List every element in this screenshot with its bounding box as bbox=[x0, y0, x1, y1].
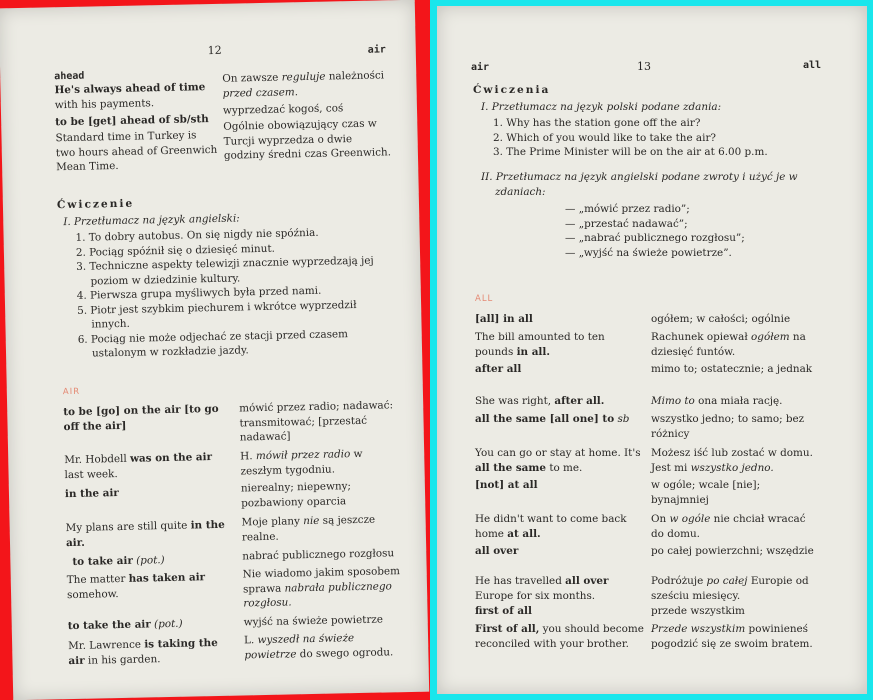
phrase-item: — „nabrać publicznego rozgłosu”; bbox=[565, 232, 745, 244]
entry-pl: wszystko jedno; to samo; bez różnicy bbox=[651, 413, 805, 440]
entry-en: He has travelled all over Europe for six months. bbox=[475, 575, 609, 602]
entry-pl: Mimo to ona miała rację. bbox=[651, 395, 783, 407]
entry-pl: Przede wszystkim powinieneś pogodzić się ze swoim bratem. bbox=[651, 623, 813, 650]
entry-en: all over bbox=[475, 545, 519, 557]
entry-pl: Rachunek opiewał ogółem na dziesięć funtów. bbox=[651, 331, 806, 358]
exercise-item: 3. Techniczne aspekty telewizji znacznie wyprzedzają jej poziom w dziedzinie kultury. bbox=[76, 254, 374, 288]
exercise-item: 2. Pociąg spóźnił się o dziesięć minut. bbox=[75, 242, 275, 259]
phrase-item: — „przestać nadawać”; bbox=[565, 217, 688, 230]
exercise-instruction: I. Przetłumacz na język polski podane zdania: bbox=[481, 101, 722, 113]
entry-pl: przede wszystkim bbox=[651, 605, 745, 617]
left-page-number: 12 bbox=[207, 43, 222, 58]
right-runhead-left: air bbox=[471, 62, 490, 73]
entry-pl: Możesz iść lub zostać w domu. Jest mi wszystko jedno. bbox=[651, 447, 813, 474]
entry-en: in the air bbox=[64, 487, 119, 501]
entry-en: The matter has taken air somehow. bbox=[66, 571, 206, 601]
exercise-item: 5. Piotr jest szybkim piechurem i wkrótce wyprzedził innych. bbox=[77, 298, 357, 331]
entry-en: Mr. Lawrence is taking the air in his garden. bbox=[68, 636, 218, 667]
exercise-item: 3. The Prime Minister will be on the air at 6.00 p.m. bbox=[493, 146, 768, 158]
entry-pl: mimo to; ostatecznie; a jednak bbox=[651, 363, 813, 375]
exercise-item: 1. Why has the station gone off the air? bbox=[493, 117, 701, 129]
phrase-item: — „wyjść na świeże powietrze”. bbox=[565, 246, 732, 259]
entry-en: all the same [all one] to sb bbox=[475, 413, 630, 425]
entry-en: The bill amounted to ten pounds in all. bbox=[475, 331, 605, 358]
entry-pl: Ogólnie obowiązujący czas w Turcji wyprzedza o dwie godziny średni czas Greenwich. bbox=[223, 117, 392, 162]
entry-en: First of all, you should become reconciled with your brother. bbox=[475, 623, 644, 650]
entry-en: My plans are still quite in the air. bbox=[65, 518, 225, 549]
exercise-heading: Ćwiczenia bbox=[473, 84, 551, 96]
section-label: ALL bbox=[475, 294, 494, 304]
entry-en: after all bbox=[475, 363, 522, 375]
entry-pl: nierealny; niepewny; pozbawiony oparcia bbox=[240, 480, 352, 509]
exercise-item: 2. Which of you would like to take the air? bbox=[493, 131, 716, 144]
entry-en: [all] in all bbox=[475, 313, 533, 325]
entry-en: to be [get] ahead of sb/sth bbox=[55, 113, 209, 129]
exercise-item: 6. Pociąg nie może odjechać ze stacji przed czasem ustalonym w rozkładzie jazdy. bbox=[77, 327, 349, 360]
entry-pl: On zawsze reguluje należności przed czasem. bbox=[222, 69, 385, 100]
entry-en: He didn't want to come back home at all. bbox=[475, 513, 627, 540]
entry-pl: w ogóle; wcale [nie]; bynajmniej bbox=[651, 479, 761, 506]
exercise-item: 4. Pierwsza grupa myśliwych była przed nami. bbox=[76, 284, 322, 302]
entry-pl: H. mówił przez radio w zeszłym tygodniu. bbox=[240, 447, 363, 477]
phrase-list bbox=[565, 202, 815, 260]
entry-en: to take air (pot.) bbox=[72, 554, 165, 569]
exercise-list bbox=[493, 116, 823, 160]
entry-pl: Podróżuje po całej Europie od sześciu miesięcy. bbox=[651, 575, 809, 602]
section-label: AIR bbox=[62, 386, 81, 398]
entry-en: to take the air (pot.) bbox=[67, 617, 183, 633]
right-page bbox=[437, 6, 867, 694]
entry-en: Standard time in Turkey is two hours ahead of Greenwich Mean Time. bbox=[55, 129, 218, 174]
entry-pl: Moje plany nie są jeszcze realne. bbox=[241, 513, 376, 543]
entry-en: [not] at all bbox=[475, 479, 538, 491]
exercise-instruction: I. Przetłumacz na język angielski: bbox=[63, 212, 240, 229]
entry-pl: ogółem; w całości; ogólnie bbox=[651, 313, 791, 325]
right-page-number: 13 bbox=[637, 60, 651, 73]
entry-pl: wyprzedzać kogoś, coś bbox=[222, 102, 344, 117]
entry-en: to be [go] on the air [to go off the air] bbox=[63, 402, 219, 433]
exercise-heading: Ćwiczenie bbox=[56, 197, 135, 212]
entry-pl: wyjść na świeże powietrze bbox=[243, 613, 384, 629]
entry-en: first of all bbox=[475, 605, 532, 617]
entry-en: He's always ahead of time with his payments. bbox=[54, 81, 206, 111]
entry-en: She was right, after all. bbox=[475, 395, 605, 407]
entry-pl: On w ogóle nie chciał wracać do domu. bbox=[651, 513, 806, 540]
right-runhead-right: all bbox=[803, 60, 822, 71]
entry-pl: L. wyszedł na świeże powietrze do swego ogrodu. bbox=[243, 632, 394, 661]
left-runhead-left: ahead bbox=[54, 70, 85, 83]
exercise-item: 1. To dobry autobus. On się nigdy nie spóźnia. bbox=[75, 226, 319, 244]
entry-pl: nabrać publicznego rozgłosu bbox=[242, 547, 395, 563]
entry-en: You can go or stay at home. It's all the same to me. bbox=[475, 447, 641, 474]
phrase-item: — „mówić przez radio”; bbox=[565, 203, 690, 215]
exercise-instruction: II. Przetłumacz na język angielski podane zwroty i użyć je w zdaniach: bbox=[481, 171, 798, 198]
entry-pl: po całej powierzchni; wszędzie bbox=[651, 545, 814, 557]
left-page bbox=[0, 0, 429, 700]
entry-en: Mr. Hobdell was on the air last week. bbox=[64, 451, 213, 481]
entry-pl: Nie wiadomo jakim sposobem sprawa nabrała publicznego rozgłosu. bbox=[242, 565, 401, 610]
entry-pl: mówić przez radio; nadawać: transmitować; [przestać nadawać] bbox=[239, 399, 394, 444]
exercise-list bbox=[75, 224, 396, 361]
left-runhead-right: air bbox=[367, 44, 386, 56]
